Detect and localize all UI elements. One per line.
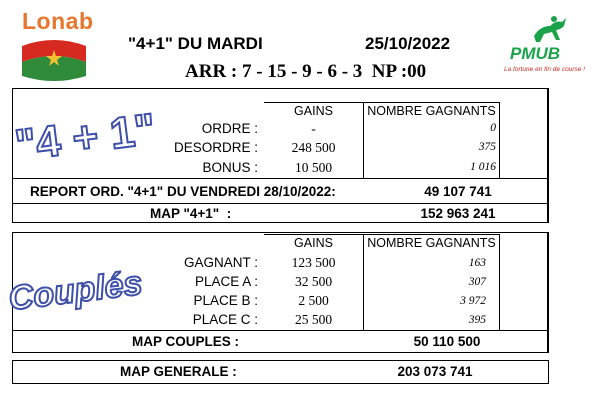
row-gagnant-label: GAGNANT :	[183, 255, 258, 270]
divider	[499, 102, 500, 178]
map-couples-label: MAP COUPLES :	[132, 334, 240, 349]
big-couples-text: Couplés	[6, 263, 145, 319]
big-4plus1-label	[12, 98, 159, 172]
row-place-b-gain: 2 500	[298, 293, 329, 308]
col-gagnants-header: NOMBRE GAGNANTS	[367, 236, 496, 250]
big-4plus1-text: "4 + 1"	[12, 104, 159, 171]
divider	[547, 232, 548, 353]
col-gains-header: GAINS	[294, 236, 333, 250]
row-desordre-label: DESORDRE :	[173, 140, 258, 155]
divider	[12, 203, 549, 204]
row-gagnant-gain: 123 500	[291, 255, 336, 270]
lonab-logo-text: Lonab	[22, 8, 94, 34]
report-label: REPORT ORD. "4+1" DU VENDREDI 28/10/2022:	[30, 184, 336, 199]
row-bonus-label: BONUS :	[202, 160, 258, 175]
row-bonus-count: 1 016	[470, 161, 496, 173]
page-title: "4+1" DU MARDI	[128, 34, 263, 53]
pmub-logo-text: PMUB	[510, 44, 561, 63]
row-gagnant-count: 163	[468, 257, 486, 269]
map-4plus1-label: MAP "4+1" :	[150, 206, 232, 221]
map-generale-value: 203 073 741	[397, 364, 473, 379]
row-place-c-count: 395	[468, 314, 486, 326]
divider	[264, 234, 499, 235]
map-4plus1-value: 152 963 241	[420, 206, 496, 221]
pmub-logo	[500, 14, 590, 80]
row-place-b-count: 3 972	[460, 295, 486, 307]
row-ordre-gain: -	[311, 121, 316, 136]
row-place-c-label: PLACE C :	[192, 312, 258, 327]
row-place-a-gain: 32 500	[294, 274, 333, 289]
divider	[12, 178, 549, 179]
pmub-tagline: La fortune en fin de course !	[504, 66, 585, 73]
row-place-a-label: PLACE A :	[194, 274, 258, 289]
map-generale-label: MAP GENERALE :	[120, 364, 237, 379]
row-ordre-label: ORDRE :	[201, 121, 258, 136]
row-place-c-gain: 25 500	[294, 312, 333, 327]
lonab-logo	[12, 6, 94, 86]
row-ordre-count: 0	[490, 122, 496, 134]
col-gains-header: GAINS	[294, 104, 333, 118]
big-couples-label	[6, 248, 145, 326]
arrivee-line: ARR : 7 - 15 - 9 - 6 - 3 NP :00	[185, 61, 427, 82]
row-desordre-count: 375	[478, 141, 496, 153]
page-date: 25/10/2022	[365, 34, 451, 53]
divider	[264, 102, 499, 103]
row-place-b-label: PLACE B :	[193, 293, 258, 308]
row-desordre-gain: 248 500	[291, 140, 336, 155]
map-couples-value: 50 110 500	[413, 334, 481, 349]
row-bonus-gain: 10 500	[294, 160, 333, 175]
divider	[12, 330, 549, 331]
report-value: 49 107 741	[424, 184, 492, 199]
horse-jockey-icon	[530, 14, 570, 44]
col-gagnants-header: NOMBRE GAGNANTS	[367, 104, 496, 118]
divider	[499, 234, 500, 330]
row-place-a-count: 307	[468, 276, 486, 288]
burkina-flag-icon	[18, 36, 90, 82]
